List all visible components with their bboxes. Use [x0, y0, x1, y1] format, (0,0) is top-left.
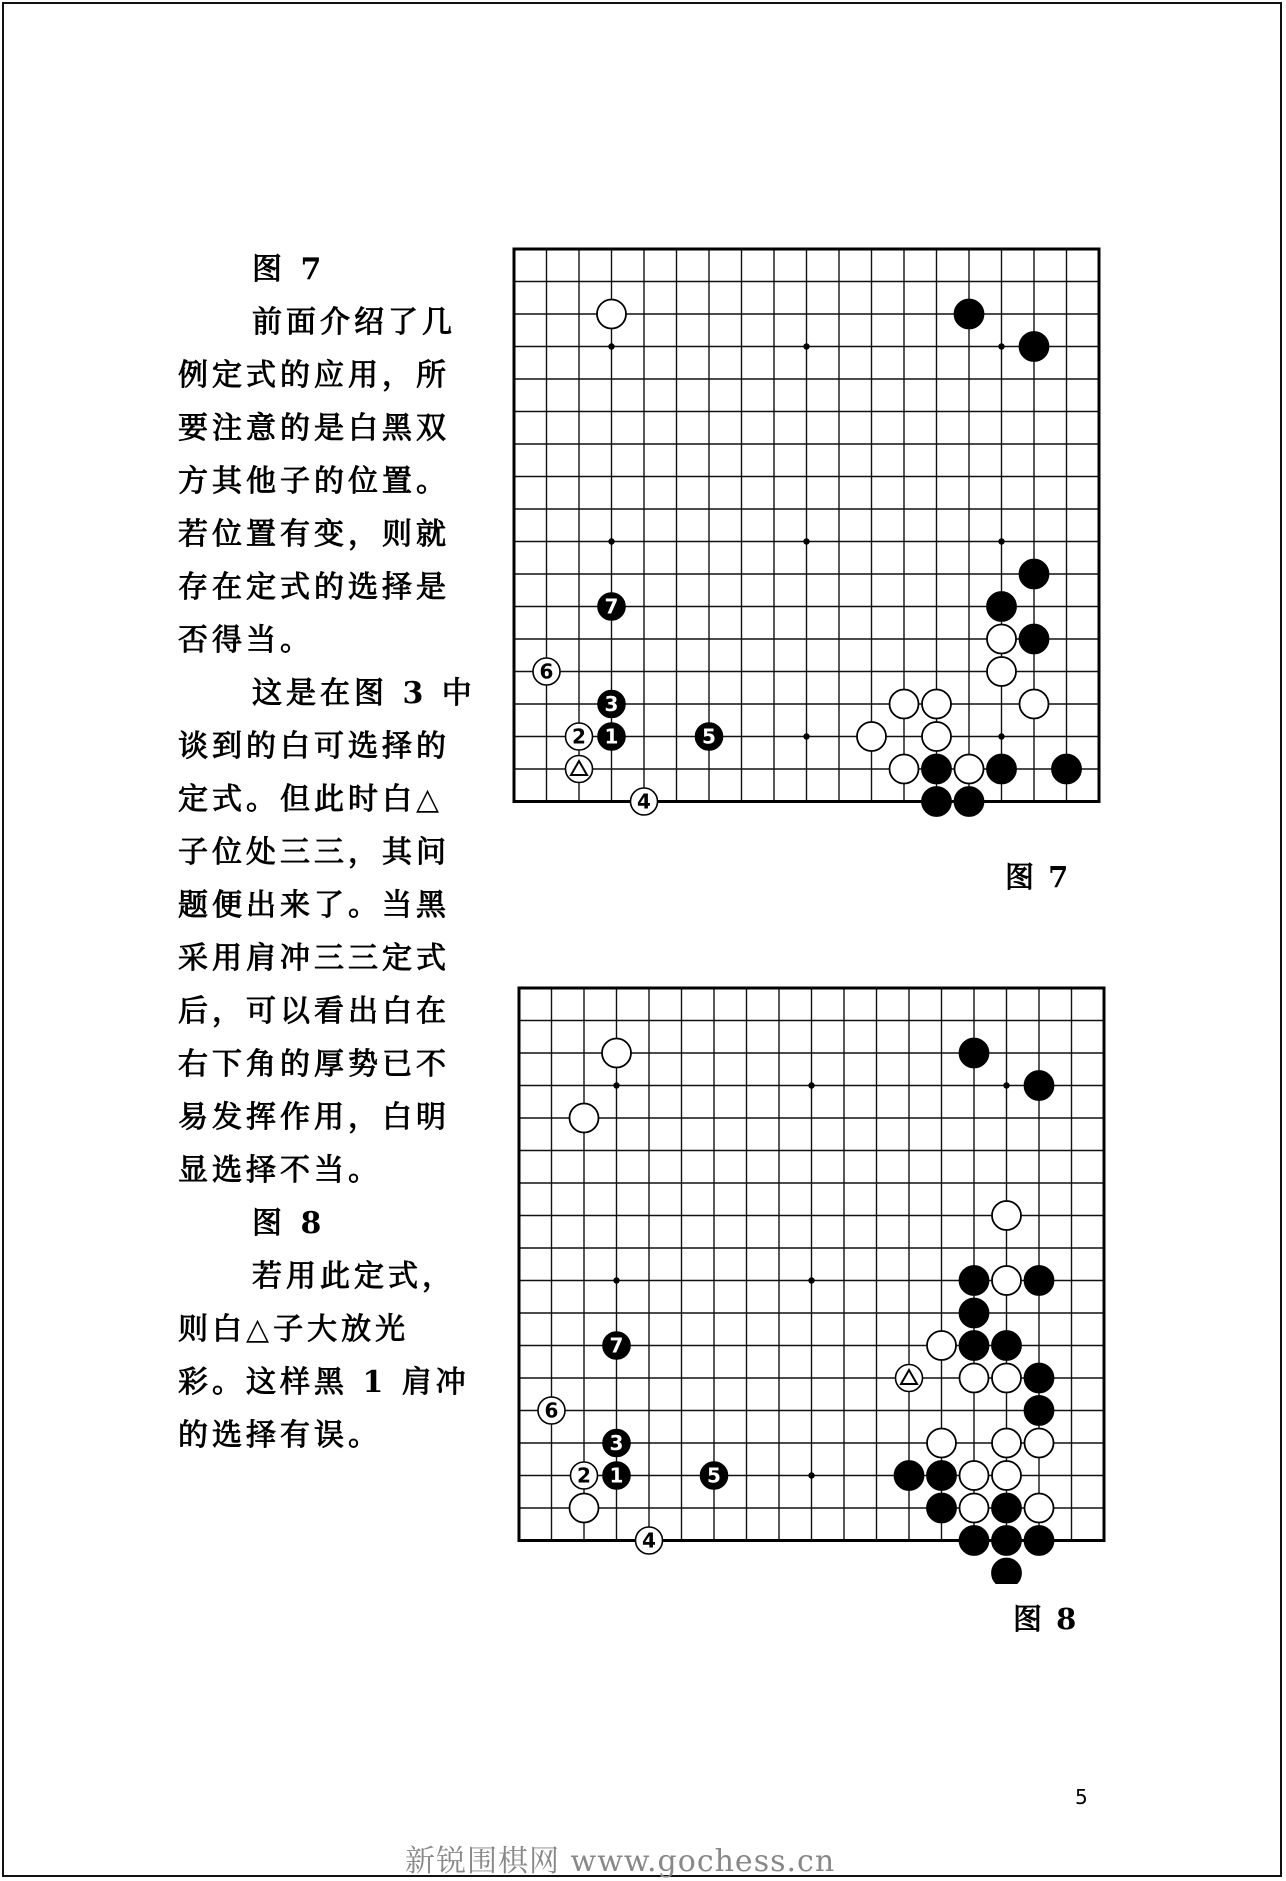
white-stone	[890, 690, 919, 719]
star-point	[998, 733, 1004, 739]
go-diagram-7	[510, 245, 1110, 845]
black-stone	[992, 1331, 1021, 1360]
move-number: 5	[707, 1463, 721, 1488]
black-stone	[1025, 1266, 1054, 1295]
text-line: 存在定式的选择是	[178, 570, 450, 605]
fig7-caption: 图 7	[1005, 860, 1071, 894]
white-stone	[538, 1397, 565, 1424]
black-stone	[696, 723, 723, 750]
text-line: 谈到的白可选择的	[178, 729, 450, 764]
move-number: 1	[609, 1463, 624, 1488]
star-point	[808, 1277, 814, 1283]
black-stone	[992, 1494, 1021, 1523]
white-stone	[992, 1201, 1021, 1230]
text-line: 例定式的应用，所	[178, 358, 450, 393]
text-line: 方其他子的位置。	[178, 464, 450, 499]
black-stone	[603, 1430, 630, 1457]
fig7-heading: 图 7	[252, 252, 326, 287]
move-number: 3	[609, 1431, 624, 1455]
move-number: 4	[642, 1528, 656, 1553]
move-number: 2	[577, 1463, 591, 1488]
move-number: 7	[609, 1333, 624, 1358]
black-stone	[927, 1494, 956, 1523]
black-stone	[598, 691, 625, 718]
black-stone	[1025, 1526, 1054, 1555]
white-stone	[602, 1039, 631, 1068]
text-line: 题便出来了。当黑	[178, 888, 450, 923]
text-line: 否得当。	[178, 623, 314, 658]
text-line: 要注意的是白黑双	[178, 411, 450, 446]
black-stone	[927, 1461, 956, 1490]
white-stone	[927, 1429, 956, 1458]
text-line: 前面介绍了几	[252, 305, 456, 340]
black-stone	[960, 1526, 989, 1555]
star-point	[998, 538, 1004, 544]
text-line: 彩。这样黑 1 肩冲	[178, 1365, 470, 1400]
star-point	[808, 1472, 814, 1478]
move-number: 5	[702, 724, 716, 749]
white-stone	[992, 1461, 1021, 1490]
move-number: 6	[544, 1398, 559, 1423]
black-stone	[955, 300, 984, 329]
black-stone	[992, 1526, 1021, 1555]
black-stone	[922, 787, 951, 816]
black-stone	[960, 1266, 989, 1295]
white-stone	[570, 1494, 599, 1523]
star-point	[803, 538, 809, 544]
white-stone	[927, 1331, 956, 1360]
white-stone	[1025, 1429, 1054, 1458]
go-diagram-8	[515, 984, 1115, 1584]
black-stone	[598, 593, 625, 620]
star-point	[1003, 1082, 1009, 1088]
text-line: 则白△子大放光	[178, 1312, 410, 1347]
white-stone	[992, 1429, 1021, 1458]
white-stone	[922, 722, 951, 751]
white-stone	[987, 657, 1016, 686]
text-line: 定式。但此时白△	[178, 782, 444, 817]
white-stone	[636, 1527, 663, 1554]
move-number: 6	[539, 659, 554, 684]
fig8-caption: 图 8	[1013, 1602, 1079, 1636]
black-stone	[1025, 1396, 1054, 1425]
black-stone	[1020, 560, 1049, 589]
text-line: 显选择不当。	[178, 1153, 382, 1188]
black-stone	[1025, 1071, 1054, 1100]
text-line: 若位置有变，则就	[178, 517, 450, 552]
star-point	[608, 343, 614, 349]
fig8-paragraph	[178, 1250, 478, 1462]
board-grid	[514, 249, 1099, 802]
text-line: 易发挥作用，白明	[178, 1100, 450, 1135]
white-stone	[960, 1461, 989, 1490]
white-stone	[955, 755, 984, 784]
black-stone	[603, 1332, 630, 1359]
move-number: 7	[604, 594, 619, 619]
fig7-paragraph-1	[178, 296, 478, 667]
white-stone	[896, 1365, 923, 1392]
board-grid	[519, 988, 1104, 1541]
white-stone	[571, 1462, 598, 1489]
footer-watermark: 新锐围棋网 www.gochess.cn	[405, 1844, 836, 1879]
star-point	[803, 733, 809, 739]
black-stone	[603, 1462, 630, 1489]
text-line: 若用此定式，	[252, 1259, 456, 1294]
black-stone	[960, 1299, 989, 1328]
white-stone	[1025, 1494, 1054, 1523]
black-stone	[1020, 625, 1049, 654]
black-stone	[960, 1039, 989, 1068]
page-number: 5	[1075, 1785, 1088, 1809]
text-line: 采用肩冲三三定式	[178, 941, 450, 976]
black-stone	[701, 1462, 728, 1489]
white-stone	[566, 756, 593, 783]
white-stone	[890, 755, 919, 784]
black-stone	[987, 592, 1016, 621]
star-point	[608, 538, 614, 544]
black-stone	[598, 723, 625, 750]
white-stone	[992, 1266, 1021, 1295]
white-stone	[960, 1364, 989, 1393]
black-stone	[960, 1331, 989, 1360]
text-line: 的选择有误。	[178, 1418, 382, 1453]
white-stone	[631, 788, 658, 815]
black-stone	[1052, 755, 1081, 784]
star-point	[998, 343, 1004, 349]
text-line: 子位处三三，其问	[178, 835, 450, 870]
move-number: 3	[604, 692, 619, 716]
white-stone	[992, 1364, 1021, 1393]
white-stone	[566, 723, 593, 750]
white-stone	[1020, 690, 1049, 719]
fig7-paragraph-2	[178, 667, 478, 1197]
black-stone	[992, 1559, 1021, 1585]
black-stone	[1025, 1364, 1054, 1393]
white-stone	[570, 1104, 599, 1133]
text-line: 这是在图 3 中	[252, 676, 476, 711]
white-stone	[597, 300, 626, 329]
white-stone	[960, 1494, 989, 1523]
star-point	[613, 1082, 619, 1088]
move-number: 1	[604, 724, 619, 749]
move-number: 2	[572, 724, 586, 749]
white-stone	[987, 625, 1016, 654]
black-stone	[922, 755, 951, 784]
move-number: 4	[637, 789, 651, 814]
black-stone	[987, 755, 1016, 784]
star-point	[808, 1082, 814, 1088]
text-line: 后，可以看出白在	[178, 994, 450, 1029]
black-stone	[1020, 332, 1049, 361]
fig8-heading: 图 8	[252, 1206, 326, 1241]
star-point	[613, 1277, 619, 1283]
black-stone	[955, 787, 984, 816]
white-stone	[533, 658, 560, 685]
white-stone	[857, 722, 886, 751]
star-point	[803, 343, 809, 349]
text-line: 右下角的厚势已不	[178, 1047, 450, 1082]
black-stone	[895, 1461, 924, 1490]
white-stone	[922, 690, 951, 719]
